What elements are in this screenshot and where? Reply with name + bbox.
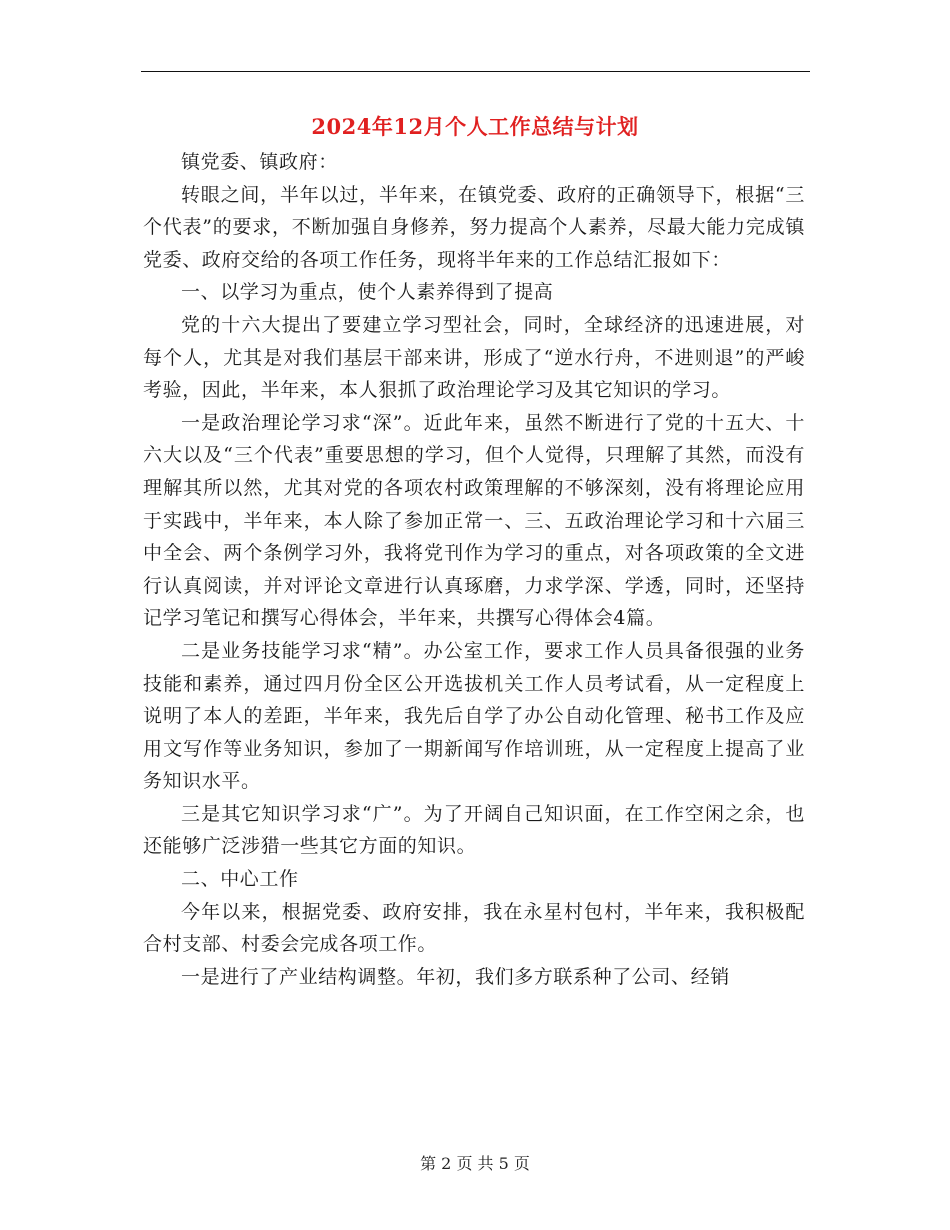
header-rule [141,71,810,72]
paragraph-business-skills: 二是业务技能学习求“精”。办公室工作，要求工作人员具备很强的业务技能和素养，通过四月份全区公开选拔机关工作人员考试看，从一定程度上说明了本人的差距，半年来，我先后自学了办公自动化管理、秘书工作及应用文写作等业务知识，参加了一期新闻写作培训班，从一定程度上提高了业务知识水平。 [143,639,805,793]
paragraph-political-theory: 一是政治理论学习求“深”。近此年来，虽然不断进行了党的十五大、十六大以及“三个代表”重要思想的学习，但个人觉得，只理解了其然，而没有理解其所以然，尤其对党的各项农村政策理解的不够深刻，没有将理论应用于实践中，半年来，本人除了参加正常一、三、五政治理论学习和十六届三中全会、两个条例学习外，我将党刊作为学习的重点，对各项政策的全文进行认真阅读，并对评论文章进行认真琢磨，力求学深、学透，同时，还坚持记学习笔记和撰写心得体会，半年来，共撰写心得体会4篇。 [143,411,805,630]
paragraph-village-work: 今年以来，根据党委、政府安排，我在永星村包村，半年来，我积极配合村支部、村委会完成各项工作。 [143,900,805,956]
page-number-footer: 第 2 页 共 5 页 [420,1154,530,1173]
section-heading-central-work: 二、中心工作 [181,868,299,891]
paragraph-salutation: 镇党委、镇政府： [181,151,338,173]
paragraph-study-context: 党的十六大提出了要建立学习型社会，同时，全球经济的迅速进展，对每个人，尤其是对我们基层干部来讲，形成了“逆水行舟，不进则退”的严峻考验，因此，半年来，本人狠抓了政治理论学习及其它知识的学习。 [143,313,805,402]
section-heading-study: 一、以学习为重点，使个人素养得到了提高 [181,281,554,304]
paragraph-other-knowledge: 三是其它知识学习求“广”。为了开阔自己知识面，在工作空闲之余，也还能够广泛涉猎一些其它方面的知识。 [143,802,805,858]
document-body [143,146,805,993]
paragraph-intro: 转眼之间，半年以过，半年来，在镇党委、政府的正确领导下，根据“三个代表”的要求，不断加强自身修养，努力提高个人素养，尽最大能力完成镇党委、政府交给的各项工作任务，现将半年来的工作总结汇报如下： [143,183,805,271]
document-title: 2024年12月个人工作总结与计划 [311,114,639,139]
paragraph-industry-adjustment: 一是进行了产业结构调整。年初，我们多方联系种了公司、经销 [181,965,730,988]
